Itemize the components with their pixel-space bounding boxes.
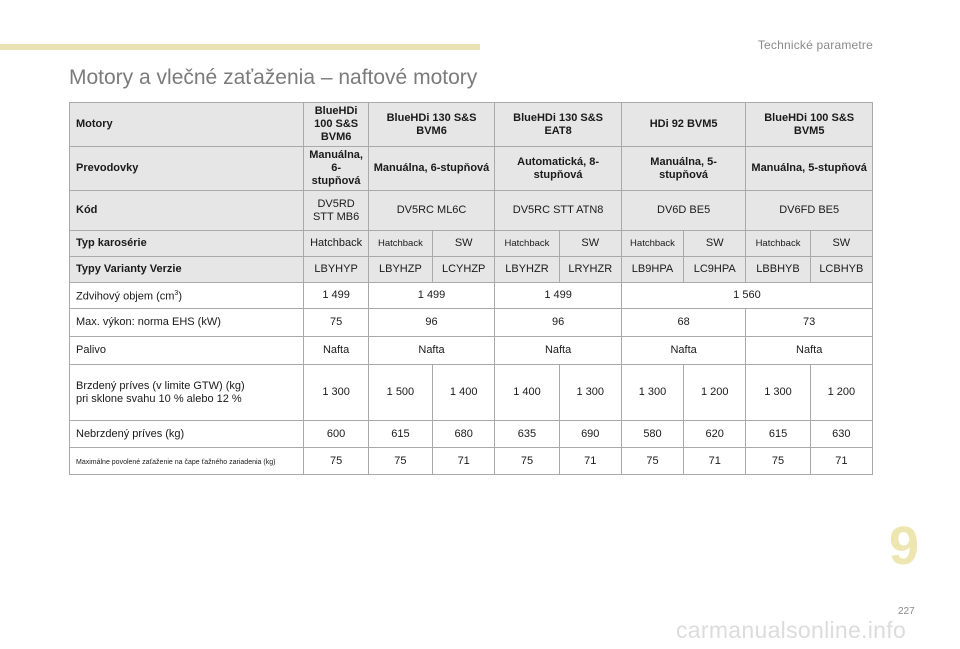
- table-cell: 1 300: [304, 365, 368, 421]
- row-label: Kód: [70, 191, 304, 231]
- table-cell: 1 200: [684, 365, 746, 421]
- table-row-palivo: [70, 337, 873, 365]
- table-cell: 580: [621, 421, 683, 448]
- table-cell: Hatchback: [746, 231, 810, 257]
- table-cell: 75: [304, 448, 368, 475]
- row-label: Typ karosérie: [70, 231, 304, 257]
- row-label-end: ): [178, 290, 182, 303]
- table-cell: Nafta: [368, 337, 495, 365]
- table-row-kod: [70, 191, 873, 231]
- table-cell: 75: [495, 448, 559, 475]
- table-cell: 71: [433, 448, 495, 475]
- table-cell: DV5RC ML6C: [368, 191, 495, 231]
- row-label: [70, 365, 304, 421]
- watermark: carmanualsonline.info: [676, 617, 907, 643]
- table-cell: 1 400: [433, 365, 495, 421]
- table-cell: 96: [368, 309, 495, 337]
- table-cell: HDi 92 BVM5: [621, 103, 745, 147]
- table-cell: DV6D BE5: [621, 191, 745, 231]
- row-label-text: Zdvihový objem (cm: [76, 290, 175, 303]
- table-row-typ-karoserie: [70, 231, 873, 257]
- table-cell: 73: [746, 309, 873, 337]
- table-row-max-vykon: [70, 309, 873, 337]
- table-cell: 75: [621, 448, 683, 475]
- table-row-zatazenie-cap: [70, 448, 873, 475]
- table-cell: Manuálna, 5-stupňová: [621, 147, 745, 191]
- table-cell: 68: [621, 309, 745, 337]
- table-cell: LBYHYP: [304, 257, 368, 283]
- chapter-number: 9: [889, 516, 920, 576]
- table-row-zdvihovy-objem: [70, 283, 873, 309]
- table-cell: 1 500: [368, 365, 432, 421]
- row-label: Prevodovky: [70, 147, 304, 191]
- table-cell: Nafta: [746, 337, 873, 365]
- page-number: 227: [898, 606, 915, 617]
- table-cell: Hatchback: [621, 231, 683, 257]
- engine-spec-table: [69, 102, 873, 475]
- unit-superscript: 3: [174, 290, 179, 298]
- row-label: Max. výkon: norma EHS (kW): [70, 309, 304, 337]
- table-cell: 1 300: [746, 365, 810, 421]
- table-cell: Manuálna, 6-stupňová: [304, 147, 368, 191]
- table-cell: 630: [810, 421, 872, 448]
- table-cell: Hatchback: [304, 231, 368, 257]
- row-label-line: pri sklone svahu 10 % alebo 12 %: [76, 392, 242, 405]
- table-cell: Automatická, 8-stupňová: [495, 147, 622, 191]
- table-row-nebrzdeny-prives: [70, 421, 873, 448]
- row-label: Nebrzdený príves (kg): [70, 421, 304, 448]
- table-cell: 635: [495, 421, 559, 448]
- table-cell: LCBHYB: [810, 257, 872, 283]
- table-cell: Nafta: [495, 337, 622, 365]
- table-cell: DV6FD BE5: [746, 191, 873, 231]
- section-title: Technické parametre: [757, 38, 873, 52]
- top-accent-bar: [0, 44, 480, 50]
- table-cell: DV5RD STT MB6: [304, 191, 368, 231]
- table-row-typy-variant: [70, 257, 873, 283]
- table-cell: LCYHZP: [433, 257, 495, 283]
- table-cell: BlueHDi 130 S&S BVM6: [368, 103, 495, 147]
- row-label-line: Brzdený príves (v limite GTW) (kg): [76, 379, 245, 392]
- table-cell: 1 499: [495, 283, 622, 309]
- table-cell: BlueHDi 100 S&S BVM5: [746, 103, 873, 147]
- table-cell: Nafta: [621, 337, 745, 365]
- row-label: [70, 448, 304, 475]
- table-cell: 690: [559, 421, 621, 448]
- table-cell: LB9HPA: [621, 257, 683, 283]
- table-cell: Hatchback: [495, 231, 559, 257]
- table-cell: 1 499: [304, 283, 368, 309]
- table-cell: Manuálna, 6-stupňová: [368, 147, 495, 191]
- table-cell: 1 400: [495, 365, 559, 421]
- table-cell: Manuálna, 5-stupňová: [746, 147, 873, 191]
- row-label-text: Maximálne povolené zaťaženie na čape ťažného zariadenia (kg): [76, 458, 276, 466]
- table-cell: 75: [368, 448, 432, 475]
- table-cell: 75: [304, 309, 368, 337]
- table-cell: SW: [433, 231, 495, 257]
- table-cell: 96: [495, 309, 622, 337]
- table-cell: LBYHZR: [495, 257, 559, 283]
- table-cell: 71: [810, 448, 872, 475]
- table-cell: 615: [368, 421, 432, 448]
- table-cell: 71: [559, 448, 621, 475]
- table-cell: 1 200: [810, 365, 872, 421]
- table-row-motory: [70, 103, 873, 147]
- table-cell: LC9HPA: [684, 257, 746, 283]
- table-cell: SW: [810, 231, 872, 257]
- row-label: Palivo: [70, 337, 304, 365]
- table-cell: SW: [684, 231, 746, 257]
- table-cell: 1 499: [368, 283, 495, 309]
- page-title: Motory a vlečné zaťaženia – naftové motory: [69, 66, 478, 89]
- table-cell: 71: [684, 448, 746, 475]
- table-cell: SW: [559, 231, 621, 257]
- table-cell: BlueHDi 130 S&S EAT8: [495, 103, 622, 147]
- table-cell: BlueHDi 100 S&S BVM6: [304, 103, 368, 147]
- table-cell: 1 560: [621, 283, 872, 309]
- row-label: Typy Varianty Verzie: [70, 257, 304, 283]
- row-label: Motory: [70, 103, 304, 147]
- table-cell: 615: [746, 421, 810, 448]
- table-cell: 620: [684, 421, 746, 448]
- table-cell: LBYHZP: [368, 257, 432, 283]
- table-row-prevodovky: [70, 147, 873, 191]
- table-cell: Nafta: [304, 337, 368, 365]
- row-label: [70, 283, 304, 309]
- table-cell: Hatchback: [368, 231, 432, 257]
- table-cell: 1 300: [559, 365, 621, 421]
- table-cell: 600: [304, 421, 368, 448]
- table-cell: 1 300: [621, 365, 683, 421]
- table-cell: 75: [746, 448, 810, 475]
- table-cell: DV5RC STT ATN8: [495, 191, 622, 231]
- table-cell: LBBHYB: [746, 257, 810, 283]
- table-cell: LRYHZR: [559, 257, 621, 283]
- table-cell: 680: [433, 421, 495, 448]
- table-row-brzdeny-prives: [70, 365, 873, 421]
